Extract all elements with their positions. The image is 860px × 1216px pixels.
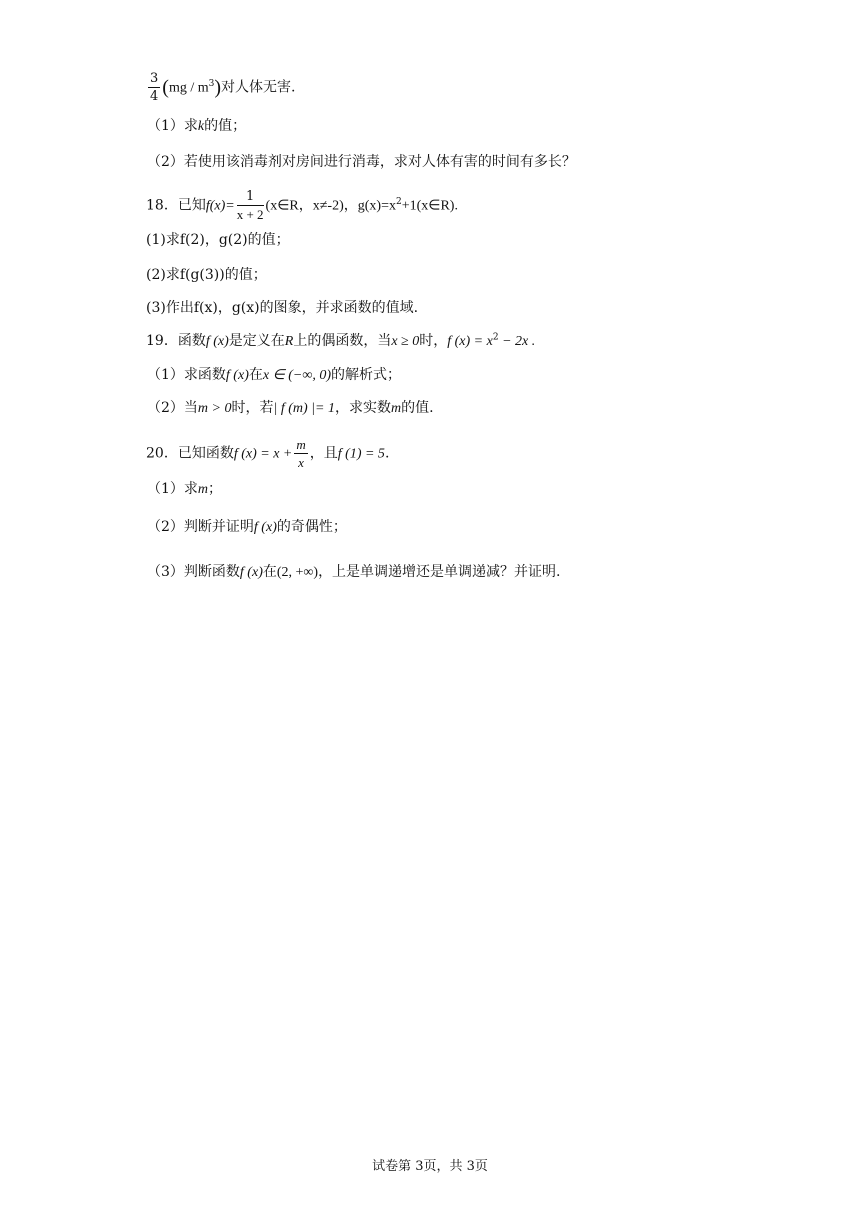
equation: − 2x . — [498, 334, 536, 349]
function-expression: f (x) = x + — [233, 446, 293, 462]
fraction-denominator: 4 — [150, 89, 159, 104]
question-18-part-1 — [146, 230, 290, 250]
function-expression: f (x) — [225, 368, 249, 383]
question-19-part-2 — [147, 398, 434, 419]
exponent: 2 — [492, 332, 499, 343]
fraction-numerator: m — [296, 437, 306, 452]
question-number: 20．已知函数 — [146, 445, 234, 462]
part-label: （1）求函数 — [147, 367, 226, 383]
part-label: （2）当 — [147, 400, 198, 416]
question-number: 19．函数 — [146, 333, 206, 349]
part-text: 在 — [262, 564, 277, 580]
question-20-part-1 — [147, 479, 222, 500]
equation: | f (m) |= 1 — [273, 401, 335, 416]
fraction-1-over-x-plus-2 — [237, 190, 264, 221]
stem-text: ，且 — [309, 445, 338, 462]
part-text: 的解析式； — [331, 367, 402, 383]
unit-superscript: 3 — [208, 78, 215, 89]
question-number: 18．已知 — [146, 197, 206, 214]
statement-text: 对人体无害. — [221, 79, 296, 96]
function-expression: f (x) — [205, 334, 229, 349]
exponent: 2 — [395, 196, 402, 207]
fraction-3-4 — [148, 72, 160, 103]
part-text: ； — [208, 481, 223, 497]
part-label: （1）求 — [147, 481, 198, 497]
interval: (2, +∞) — [276, 565, 319, 580]
part-text: 的值. — [401, 400, 434, 416]
fraction-denominator: x + 2 — [236, 207, 264, 222]
function-expression: f (x) — [239, 565, 263, 580]
domain-text: (x∈R，x≠-2)，g(x)=x — [265, 198, 396, 214]
fraction-m-over-x — [294, 438, 307, 469]
variable-m: m — [390, 401, 402, 416]
equation: f (1) = 5 — [337, 446, 385, 462]
question-18-part-3 — [146, 298, 418, 318]
part-label: （2）判断并证明 — [147, 519, 254, 535]
domain-text: +1(x∈R). — [401, 198, 458, 214]
part-text: (1)求f(2)，g(2)的值； — [146, 232, 290, 248]
stem-text: 是定义在 — [228, 333, 285, 349]
function-expression: f(x)= — [205, 198, 235, 214]
equation: f (x) = x — [447, 334, 493, 349]
part-text: ，上是单调递增还是单调递减？并证明. — [318, 564, 561, 580]
question-20-part-2 — [147, 517, 347, 538]
condition: m > 0 — [197, 401, 232, 416]
part-text: 时，若 — [231, 400, 274, 416]
fraction-denominator: x — [298, 455, 304, 470]
part-text: （2）若使用该消毒剂对房间进行消毒，求对人体有害的时间有多长？ — [147, 154, 576, 170]
function-expression: f (x) — [253, 520, 277, 535]
part-label: （3）判断函数 — [147, 564, 240, 580]
part-text: 的值； — [204, 118, 247, 134]
stem-text: 时， — [419, 333, 448, 349]
part-text: ，求实数 — [334, 400, 391, 416]
question-20-part-3 — [147, 562, 561, 583]
question-20-stem — [146, 438, 389, 469]
condition: x ≥ 0 — [391, 334, 420, 349]
question-18-stem — [146, 190, 458, 221]
stem-text: . — [384, 445, 390, 462]
fraction-numerator: 1 — [237, 190, 264, 206]
text-line-unit: $\frac{3}{4}$ $(mg / m^3)$对人体无害. — [150, 71, 296, 104]
set-R: R — [284, 334, 294, 349]
domain-interval: x ∈ (−∞, 0) — [262, 368, 332, 383]
page-footer: 试卷第 3页，共 3页 — [372, 1159, 488, 1174]
part-text: (3)作出f(x)，g(x)的图象，并求函数的值域. — [146, 300, 419, 316]
stem-text: 上的偶函数，当 — [293, 333, 392, 349]
unit-text: mg / m — [168, 80, 209, 96]
variable-k: k — [197, 119, 205, 134]
question-19-part-1 — [147, 365, 401, 386]
part-label: （1）求 — [147, 118, 198, 134]
part-text: 在 — [248, 367, 263, 383]
question-18-part-2 — [146, 265, 267, 285]
fraction-numerator: 3 — [150, 71, 159, 86]
part-text: 的奇偶性； — [276, 519, 347, 535]
part-text: (2)求f(g(3))的值； — [146, 267, 267, 283]
question-19-stem — [146, 331, 535, 352]
question-17-part-2 — [147, 152, 576, 172]
variable-m: m — [197, 482, 209, 497]
question-17-part-1 — [147, 116, 246, 137]
